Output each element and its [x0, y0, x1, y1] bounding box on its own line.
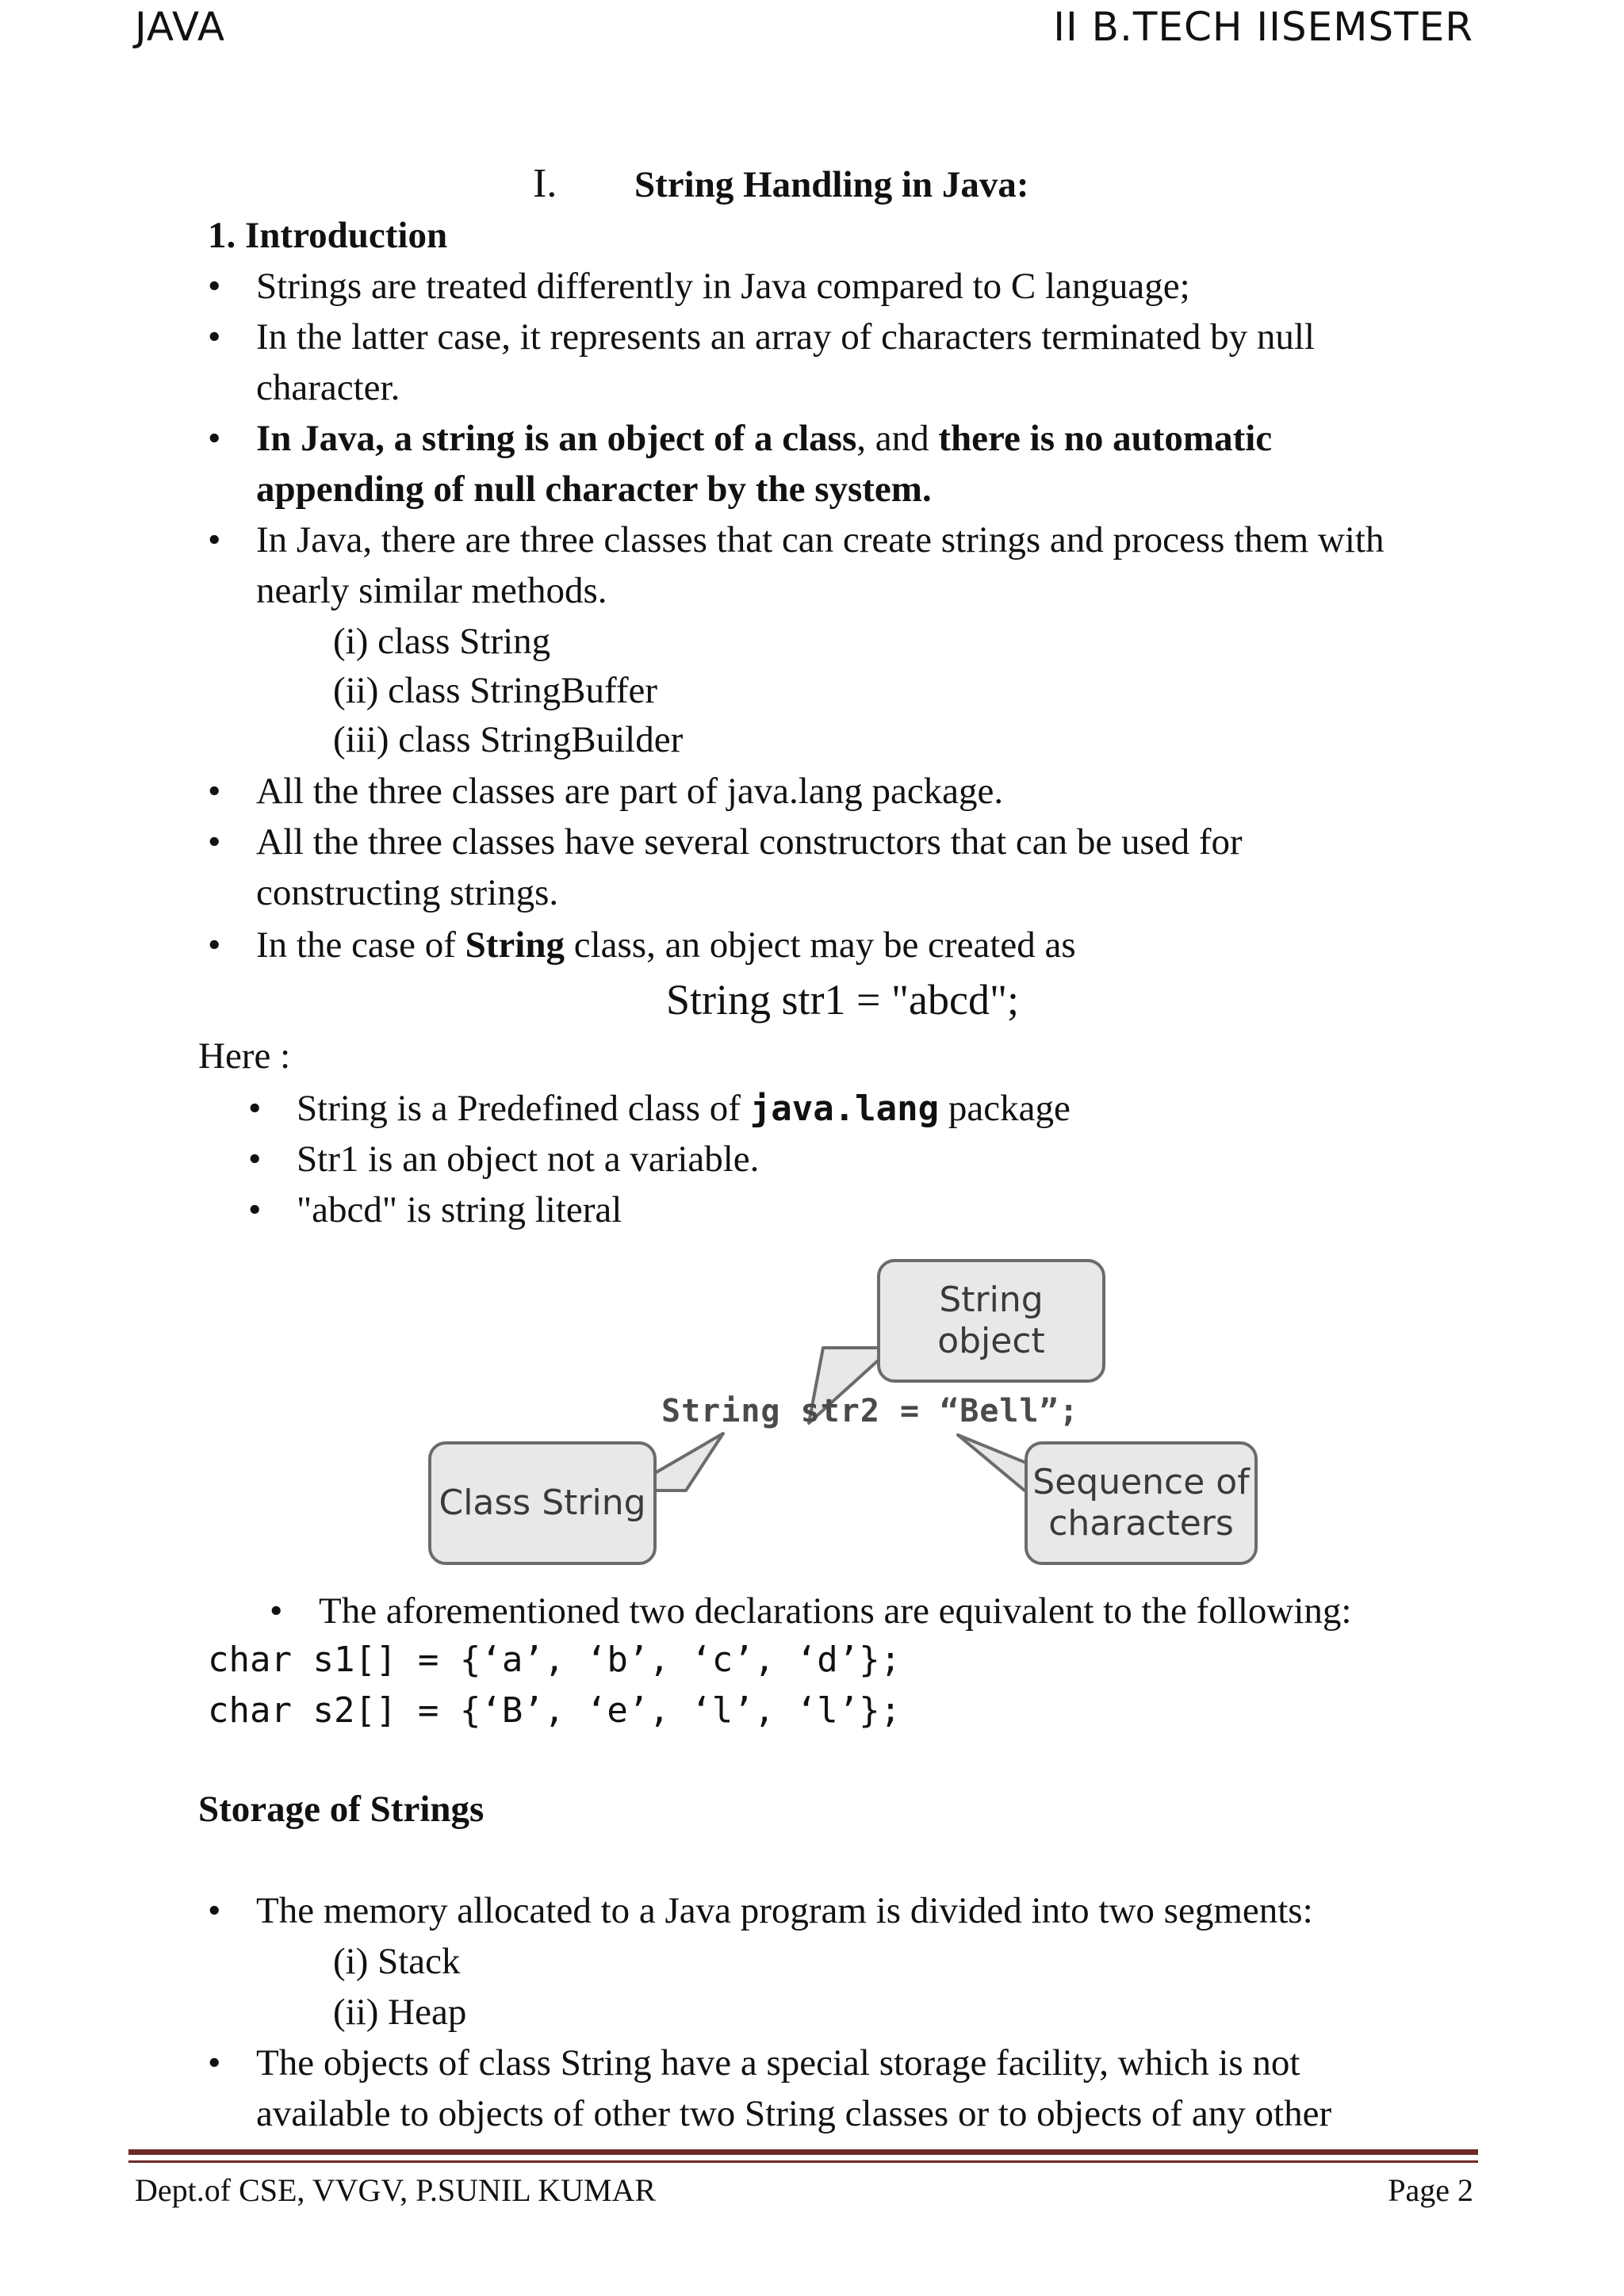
bullet-icon: • [208, 924, 221, 966]
segment-item: (i) Stack [333, 1941, 461, 1982]
bullet-icon: • [208, 1890, 221, 1931]
class-item: (ii) class StringBuffer [333, 670, 658, 711]
bullet-icon: • [248, 1189, 262, 1230]
plain-phrase: , and [856, 418, 939, 459]
bullet-icon: • [248, 1088, 262, 1129]
equiv-text: The aforementioned two declarations are equivalent to the following: [319, 1590, 1352, 1632]
bold-phrase: String [465, 924, 565, 966]
intro-bullet-5: All the three classes are part of java.lang package. [256, 771, 1004, 812]
diagram-code: String str2 = “Bell”; [661, 1393, 1079, 1429]
plain-phrase: In the case of [256, 924, 465, 966]
class-item: (iii) class StringBuilder [333, 719, 684, 760]
here-label: Here : [198, 1035, 291, 1077]
bullet-icon: • [208, 266, 221, 307]
intro-bullet-1: Strings are treated differently in Java compared to C language; [256, 266, 1190, 307]
footer-rule-thin [128, 2160, 1478, 2163]
segment-item: (ii) Heap [333, 1992, 467, 2033]
page-number: Page 2 [1388, 2172, 1473, 2208]
bullet-icon: • [208, 2042, 221, 2084]
bubble-string-object: String object [877, 1259, 1105, 1383]
bullet-icon: • [248, 1138, 262, 1180]
bullet-icon: • [270, 1590, 283, 1632]
bold-phrase: there is no automatic [938, 418, 1273, 459]
bullet-icon: • [208, 519, 221, 561]
example-statement: String str1 = "abcd"; [666, 976, 1019, 1024]
bold-phrase: In Java, a string is an object of a class [256, 418, 857, 459]
here-item-3: "abcd" is string literal [297, 1189, 622, 1230]
storage-heading: Storage of Strings [198, 1789, 485, 1830]
intro-bullet-6-line1: All the three classes have several constructors that can be used for [256, 821, 1243, 863]
code-line-1: char s1[] = {‘a’, ‘b’, ‘c’, ‘d’}; [208, 1640, 902, 1680]
bullet-icon: • [208, 316, 221, 358]
storage-bullet-2-line1: The objects of class String have a special storage facility, which is not [256, 2042, 1300, 2084]
code-line-2: char s2[] = {‘B’, ‘e’, ‘l’, ‘l’}; [208, 1690, 902, 1731]
here-item-2: Str1 is an object not a variable. [297, 1138, 760, 1180]
section-number: I. [533, 161, 557, 206]
intro-bullet-6-line2: constructing strings. [256, 872, 559, 913]
intro-bullet-4-line2: nearly similar methods. [256, 570, 607, 611]
plain-phrase: String is a Predefined class of [297, 1088, 750, 1129]
header-left: JAVA [135, 4, 226, 50]
bubble-sequence-of-characters [1025, 1441, 1258, 1565]
bubble-class-string: Class String [428, 1441, 657, 1565]
header-right: II B.TECH IISEMSTER [1053, 4, 1473, 50]
code-phrase: java.lang [749, 1089, 940, 1129]
intro-bullet-2-line2: character. [256, 367, 400, 408]
footer-rule-thick [128, 2149, 1478, 2155]
section-title: String Handling in Java: [634, 164, 1029, 205]
bullet-icon: • [208, 821, 221, 863]
bubble-line: Sequence of [1032, 1462, 1250, 1502]
plain-phrase: class, an object may be created as [564, 924, 1076, 966]
footer-left: Dept.of CSE, VVGV, P.SUNIL KUMAR [135, 2172, 657, 2208]
bullet-icon: • [208, 418, 221, 459]
bullet-icon: • [208, 771, 221, 812]
intro-bullet-2-line1: In the latter case, it represents an array of characters terminated by null [256, 316, 1315, 358]
intro-bullet-3-line2: appending of null character by the system. [256, 469, 932, 510]
intro-bullet-4-line1: In Java, there are three classes that can create strings and process them with [256, 519, 1385, 561]
intro-heading: 1. Introduction [208, 215, 448, 256]
plain-phrase: package [939, 1088, 1071, 1129]
storage-bullet-1: The memory allocated to a Java program is divided into two segments: [256, 1890, 1313, 1931]
bubble-line: characters [1048, 1503, 1234, 1544]
class-item: (i) class String [333, 621, 551, 662]
storage-bullet-2-line2: available to objects of other two String classes or to objects of any other [256, 2093, 1332, 2134]
